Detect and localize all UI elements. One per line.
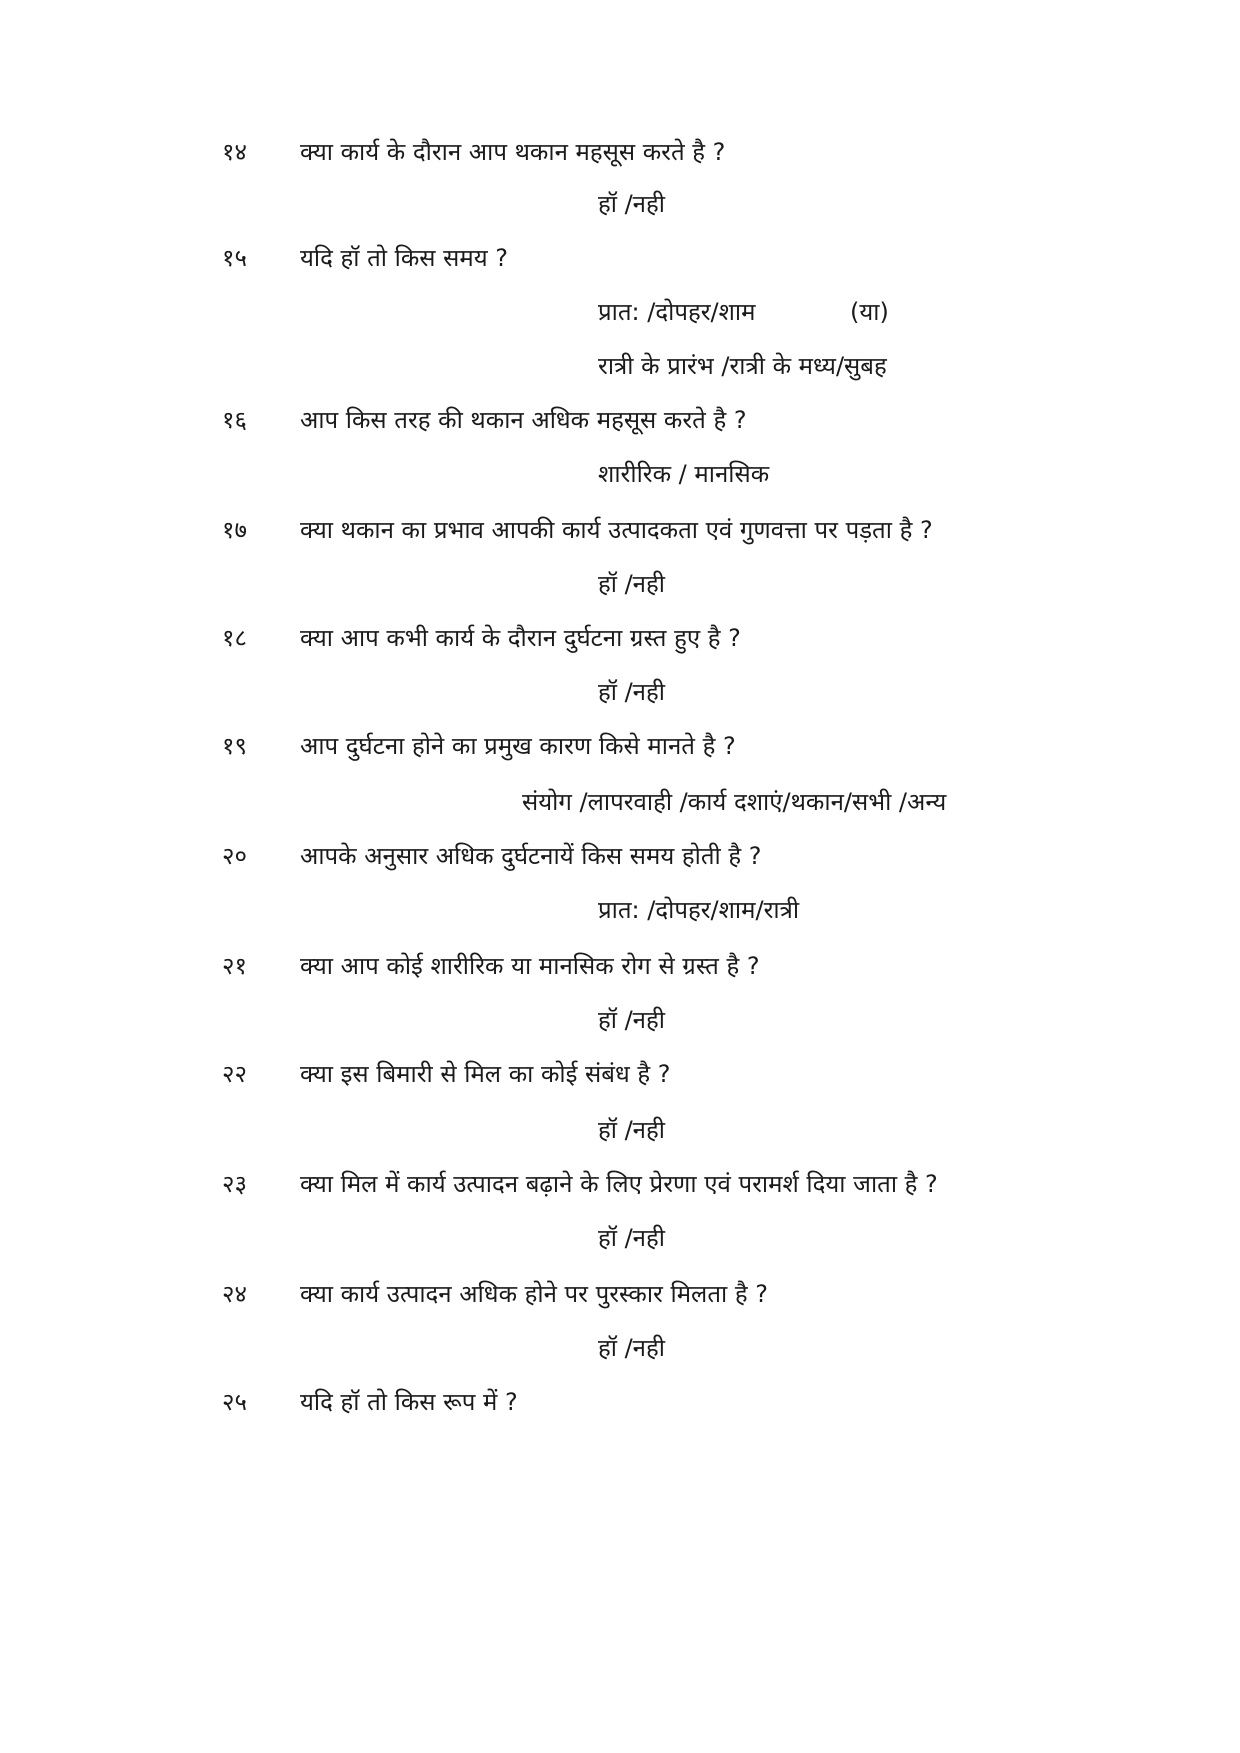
question-text: क्या कार्य उत्पादन अधिक होने पर पुरस्कार मिलता है ?: [300, 1280, 768, 1308]
question-number: २४: [222, 1280, 247, 1308]
answer-options: प्रात: /दोपहर/शाम: [598, 298, 756, 326]
answer-options: प्रात: /दोपहर/शाम/रात्री: [598, 896, 800, 924]
answer-options: हॉ /नही: [598, 1006, 665, 1034]
alternative-marker: (या): [850, 298, 889, 326]
question-text: आप किस तरह की थकान अधिक महसूस करते है ?: [300, 406, 747, 434]
answer-options: संयोग /लापरवाही /कार्य दशाएं/थकान/सभी /अन्य: [522, 788, 947, 816]
question-text: आपके अनुसार अधिक दुर्घटनायें किस समय होती है ?: [300, 842, 762, 870]
question-text: क्या आप कभी कार्य के दौरान दुर्घटना ग्रस्त हुए है ?: [300, 624, 741, 652]
question-text: क्या आप कोई शारीरिक या मानसिक रोग से ग्रस्त है ?: [300, 952, 760, 980]
answer-options: रात्री के प्रारंभ /रात्री के मध्य/सुबह: [598, 352, 887, 380]
question-number: २२: [222, 1060, 247, 1088]
answer-options: हॉ /नही: [598, 570, 665, 598]
question-number: २०: [222, 842, 247, 870]
answer-options: हॉ /नही: [598, 1224, 665, 1252]
question-text: क्या थकान का प्रभाव आपकी कार्य उत्पादकता एवं गुणवत्ता पर पड़ता है ?: [300, 516, 933, 544]
answer-options: हॉ /नही: [598, 678, 665, 706]
question-number: १५: [222, 244, 247, 272]
question-number: २३: [222, 1170, 247, 1198]
question-number: १९: [222, 732, 247, 760]
question-number: १७: [222, 516, 247, 544]
answer-options: हॉ /नही: [598, 190, 665, 218]
answer-options: हॉ /नही: [598, 1334, 665, 1362]
question-number: १८: [222, 624, 247, 652]
question-number: १४: [222, 138, 247, 166]
question-text: क्या इस बिमारी से मिल का कोई संबंध है ?: [300, 1060, 671, 1088]
answer-options: शारीरिक / मानसिक: [598, 460, 770, 488]
question-text: क्या कार्य के दौरान आप थकान महसूस करते है ?: [300, 138, 726, 166]
question-number: १६: [222, 406, 247, 434]
question-text: आप दुर्घटना होने का प्रमुख कारण किसे मानते है ?: [300, 732, 736, 760]
question-text: यदि हॉ तो किस समय ?: [300, 244, 508, 272]
question-text: यदि हॉ तो किस रूप में ?: [300, 1388, 518, 1416]
question-text: क्या मिल में कार्य उत्पादन बढ़ाने के लिए प्रेरणा एवं परामर्श दिया जाता है ?: [300, 1170, 938, 1198]
question-number: २५: [222, 1388, 247, 1416]
question-number: २१: [222, 952, 247, 980]
answer-options: हॉ /नही: [598, 1116, 665, 1144]
